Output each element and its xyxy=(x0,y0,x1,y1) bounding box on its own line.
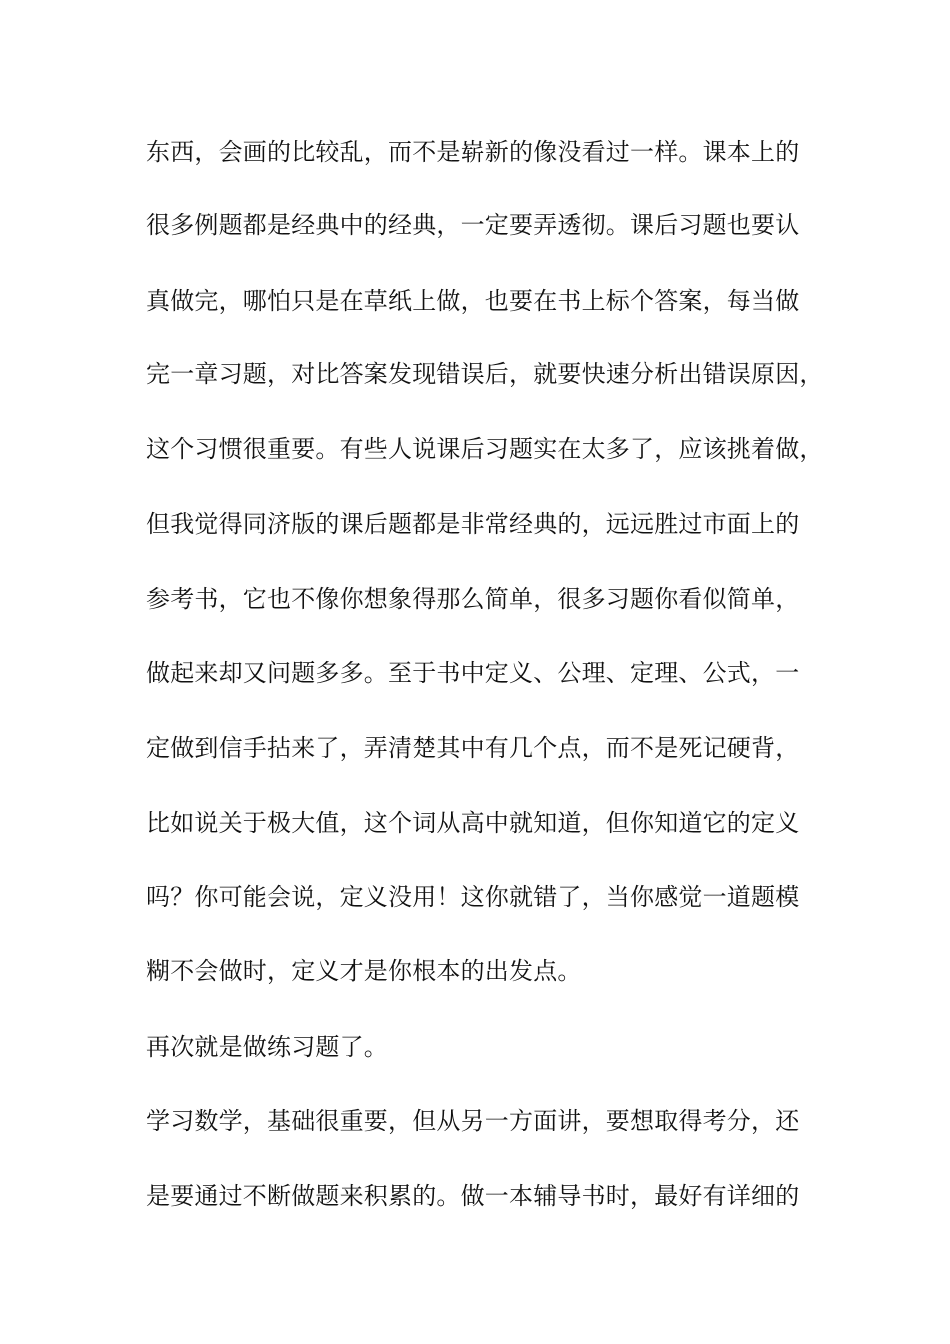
text-line: 是要通过不断做题来积累的。做一本辅导书时，最好有详细的 xyxy=(146,1182,800,1210)
text-line: 比如说关于极大值，这个词从高中就知道，但你知道它的定义 xyxy=(146,809,800,837)
text-line: 东西，会画的比较乱，而不是崭新的像没看过一样。课本上的 xyxy=(146,138,800,166)
text-line: 再次就是做练习题了。 xyxy=(146,1033,388,1061)
text-line: 但我觉得同济版的课后题都是非常经典的，远远胜过市面上的 xyxy=(146,510,800,538)
text-line: 糊不会做时，定义才是你根本的出发点。 xyxy=(146,957,582,985)
text-line: 做起来却又问题多多。至于书中定义、公理、定理、公式，一 xyxy=(146,659,800,687)
text-line: 定做到信手拈来了，弄清楚其中有几个点，而不是死记硬背， xyxy=(146,734,800,762)
text-line: 真做完，哪怕只是在草纸上做，也要在书上标个答案，每当做 xyxy=(146,287,800,315)
text-line: 完一章习题，对比答案发现错误后，就要快速分析出错误原因， xyxy=(146,360,824,388)
text-line: 很多例题都是经典中的经典，一定要弄透彻。课后习题也要认 xyxy=(146,211,800,239)
text-line: 参考书，它也不像你想象得那么简单，很多习题你看似简单， xyxy=(146,585,800,613)
text-line: 这个习惯很重要。有些人说课后习题实在太多了，应该挑着做， xyxy=(146,435,824,463)
text-line: 学习数学，基础很重要，但从另一方面讲，要想取得考分，还 xyxy=(146,1107,800,1135)
text-line: 吗？你可能会说，定义没用！这你就错了，当你感觉一道题模 xyxy=(146,883,800,911)
